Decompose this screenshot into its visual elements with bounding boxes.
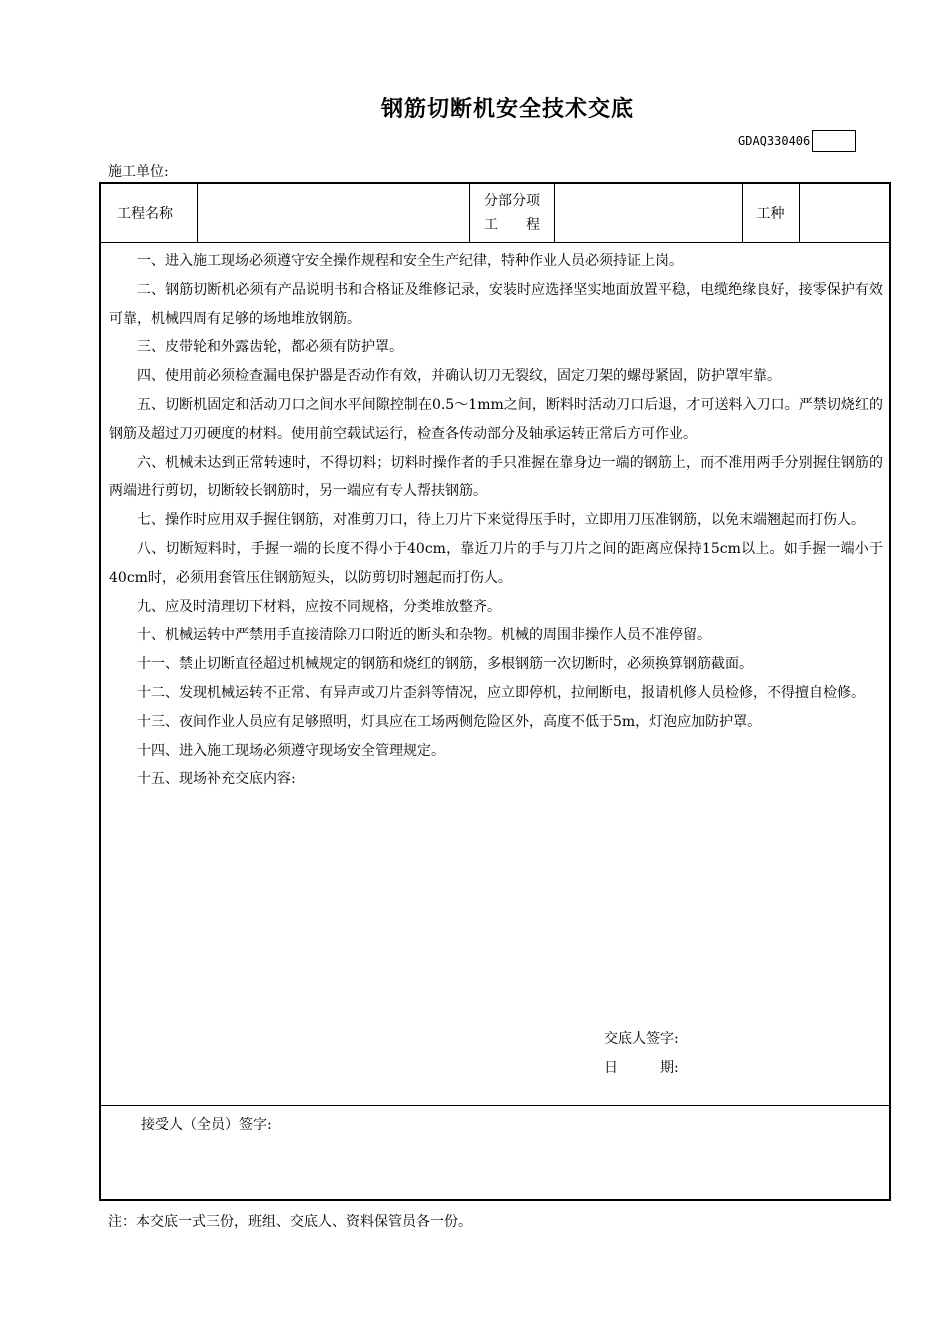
header-row xyxy=(101,184,889,243)
receiver-signature-label: 接受人（全员）签字: xyxy=(141,1117,272,1133)
item-7: 七、操作时应用双手握住钢筋，对准剪刀口，待上刀片下来觉得压手时，立即用刀压准钢筋，以免末端翘起而打伤人。 xyxy=(137,512,865,529)
section-divider xyxy=(101,1105,889,1106)
doc-code: GDAQ330406 xyxy=(738,134,811,148)
item-14: 十四、进入施工现场必须遵守现场安全管理规定。 xyxy=(137,742,445,759)
project-name-value[interactable] xyxy=(198,184,469,242)
item-4: 四、使用前必须检查漏电保护器是否动作有效，并确认切刀无裂纹，固定刀架的螺母紧固，防护罩牢靠。 xyxy=(137,368,781,385)
trade-value[interactable] xyxy=(800,184,889,242)
disclosure-table xyxy=(99,182,891,1201)
item-6: 六、机械未达到正常转速时，不得切料；切料时操作者的手只准握在靠身边一端的钢筋上，而不准用两手分别握住钢筋的两端进行剪切，切断较长钢筋时，另一端应有专人帮扶钢筋。 xyxy=(109,454,883,500)
item-8: 八、切断短料时，手握一端的长度不得小于40cm，靠近刀片的手与刀片之间的距离应保持15cm以上。如手握一端小于40cm时，必须用套管压住钢筋短头，以防剪切时翘起而打伤人。 xyxy=(109,540,883,586)
item-3: 三、皮带轮和外露齿轮，都必须有防护罩。 xyxy=(137,339,403,356)
doc-code-area xyxy=(738,130,856,152)
item-13: 十三、夜间作业人员应有足够照明，灯具应在工场两侧危险区外，高度不低于5m，灯泡应加防护罩。 xyxy=(137,713,762,730)
item-10: 十、机械运转中严禁用手直接清除刀口附近的断头和杂物。机械的周围非操作人员不准停留。 xyxy=(137,627,711,644)
subproject-label-line1: 分部分项 xyxy=(484,193,540,209)
item-2: 二、钢筋切断机必须有产品说明书和合格证及维修记录，安装时应选择坚实地面放置平稳，电缆绝缘良好，接零保护有效可靠，机械四周有足够的场地堆放钢筋。 xyxy=(109,281,883,327)
subproject-label xyxy=(470,184,554,242)
subproject-label-line2: 工 程 xyxy=(484,217,540,233)
item-1: 一、进入施工现场必须遵守安全操作规程和安全生产纪律，特种作业人员必须持证上岗。 xyxy=(137,253,683,269)
date-label: 日 期: xyxy=(604,1060,679,1076)
footer-note: 注：本交底一式三份，班组、交底人、资料保管员各一份。 xyxy=(108,1214,472,1230)
item-11: 十一、禁止切断直径超过机械规定的钢筋和烧红的钢筋，多根钢筋一次切断时，必须换算钢筋截面。 xyxy=(137,656,753,673)
item-5: 五、切断机固定和活动刀口之间水平间隙控制在0.5～1mm之间，断料时活动刀口后退，才可送料入刀口。严禁切烧红的钢筋及超过刀刃硬度的材料。使用前空载试运行，检查各传动部分及轴承运转正常后方可作业。 xyxy=(109,396,883,442)
trade-label: 工种 xyxy=(756,206,785,222)
construction-unit-label: 施工单位: xyxy=(108,164,169,180)
doc-code-box[interactable] xyxy=(812,130,856,152)
item-9: 九、应及时清理切下材料，应按不同规格，分类堆放整齐。 xyxy=(137,598,501,615)
item-15: 十五、现场补充交底内容: xyxy=(137,771,296,788)
document-title: 钢筋切断机安全技术交底 xyxy=(380,97,634,122)
disclosure-items xyxy=(109,247,883,794)
discloser-signature-label: 交底人签字: xyxy=(604,1031,679,1047)
item-12: 十二、发现机械运转不正常、有异声或刀片歪斜等情况，应立即停机，拉闸断电，报请机修人员检修，不得擅自检修。 xyxy=(137,684,865,701)
project-name-label: 工程名称 xyxy=(117,206,173,222)
subproject-value[interactable] xyxy=(555,184,742,242)
